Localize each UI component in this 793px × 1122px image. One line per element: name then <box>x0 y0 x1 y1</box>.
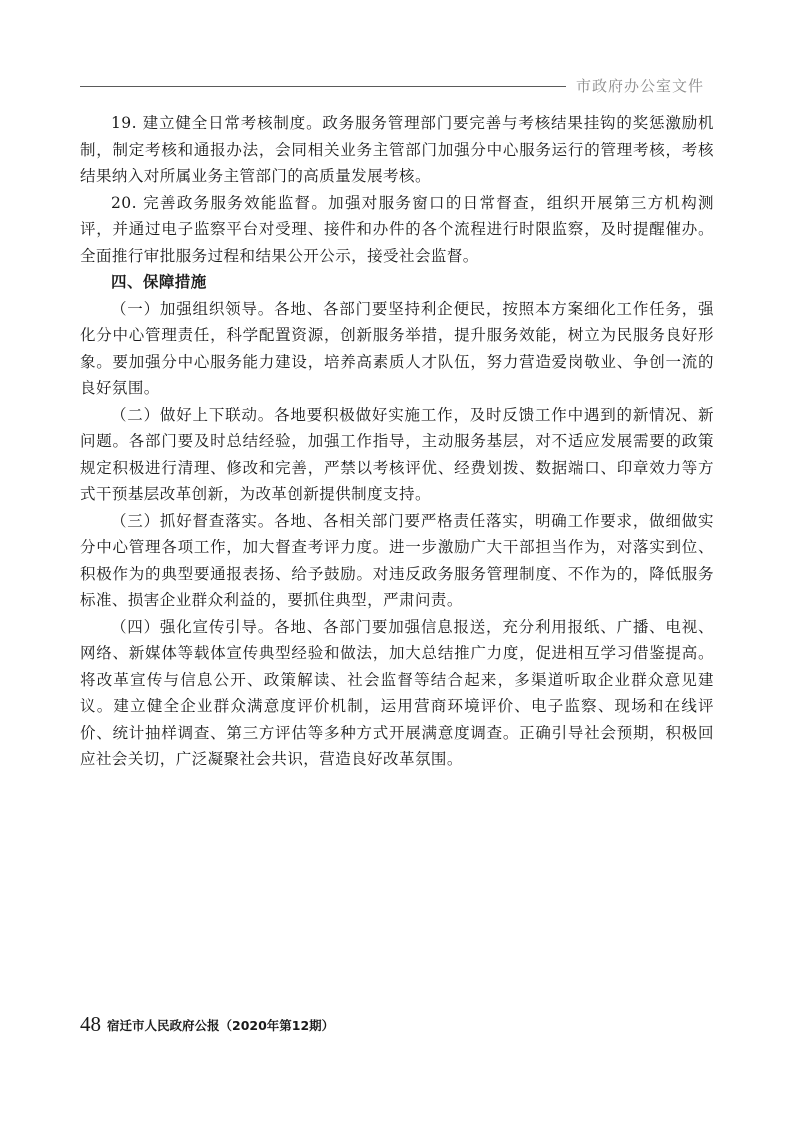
page-number: 48 <box>80 1012 101 1036</box>
document-body <box>80 110 714 773</box>
publication-title: 宿迁市人民政府公报（2020年第12期） <box>107 1017 335 1033</box>
measure-lead: （四）强化宣传引导。 <box>111 617 275 636</box>
measure-lead: （三）抓好督查落实。 <box>111 511 275 530</box>
measure-text: 各地要积极做好实施工作，及时反馈工作中遇到的新情况、新问题。各部门要及时总结经验，加强工作指导，主动服务基层，对不适应发展需要的政策规定积极进行清理、修改和完善，严禁以考核评优、经费划拨、数据端口、印章效力等方式干预基层改革创新，为改革创新提供制度支持。 <box>80 405 714 503</box>
header-label: 市政府办公室文件 <box>576 77 705 95</box>
measure-paragraph-1 <box>80 296 714 402</box>
measure-text: 各地、各部门要坚持利企便民，按照本方案细化工作任务，强化分中心管理责任，科学配置资源，创新服务举措，提升服务效能，树立为民服务良好形象。要加强分中心服务能力建设，培养高素质人才队伍，努力营造爱岗敬业、争创一流的良好氛围。 <box>80 299 714 397</box>
measure-text: 各地、各部门要加强信息报送，充分利用报纸、广播、电视、网络、新媒体等载体宣传典型经验和做法，加大总结推广力度，促进相互学习借鉴提高。将改革宣传与信息公开、政策解读、社会监督等结合起来，多渠道听取企业群众意见建议。建立健全企业群众满意度评价机制，运用营商环境评价、电子监察、现场和在线评价、统计抽样调查、第三方评估等多种方式开展满意度调查。正确引导社会预期，积极回应社会关切，广泛凝聚社会共识，营造良好改革氛围。 <box>80 617 714 768</box>
measure-text: 各地、各相关部门要严格责任落实，明确工作要求，做细做实分中心管理各项工作，加大督查考评力度。进一步激励广大干部担当作为，对落实到位、积极作为的典型要通报表扬、给予鼓励。对违反政务服务管理制度、不作为的，降低服务标准、损害企业群众利益的，要抓住典型，严肃问责。 <box>80 511 714 609</box>
header-rule <box>80 86 566 87</box>
measure-paragraph-3 <box>80 508 714 614</box>
page-footer <box>80 1012 334 1037</box>
measure-lead: （一）加强组织领导。 <box>111 299 275 318</box>
section-title: 四、保障措施 <box>111 273 207 291</box>
paragraph-19: 19. 建立健全日常考核制度。政务服务管理部门要完善与考核结果挂钩的奖惩激励机制，制定考核和通报办法，会同相关业务主管部门加强分中心服务运行的管理考核，考核结果纳入对所属业务主管部门的高质量发展考核。 <box>80 114 714 185</box>
measure-paragraph-2 <box>80 402 714 508</box>
measure-lead: （二）做好上下联动。 <box>111 405 275 424</box>
measure-paragraph-4 <box>80 614 714 773</box>
paragraph-20: 20. 完善政务服务效能监督。加强对服务窗口的日常督查，组织开展第三方机构测评，并通过电子监察平台对受理、接件和办件的各个流程进行时限监察，及时提醒催办。全面推行审批服务过程和结果公开公示，接受社会监督。 <box>80 193 714 265</box>
